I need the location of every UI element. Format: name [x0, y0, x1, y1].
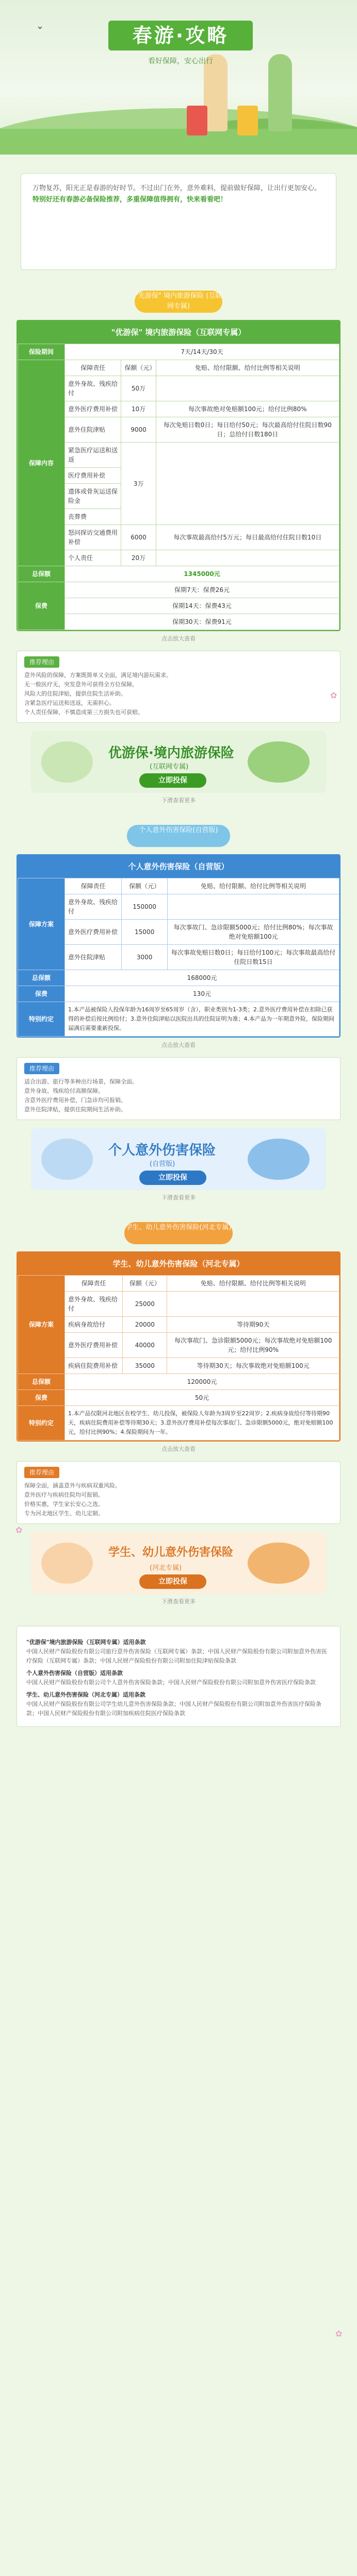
table-row: [18, 376, 339, 401]
table-header-row: [18, 360, 339, 376]
list-item: 意外住院津贴，提供住院期间生活补助。: [24, 1106, 126, 1113]
amount-cell: 40000: [123, 1333, 167, 1358]
liability-cell: 意外身故、残疾给付: [65, 376, 121, 401]
table-row: [18, 1002, 339, 1037]
banner-subtitle: (互联网专属): [150, 763, 189, 771]
table-header-row: [18, 1276, 339, 1292]
product-table-card[interactable]: [17, 1251, 340, 1442]
column-header: 保额（元）: [122, 878, 168, 894]
banner-illustration: [41, 741, 93, 783]
plan-label: 保障方案: [18, 1276, 65, 1374]
list-item: 意外风险的保障，方案既简单又全面，满足境内游玩需求。: [24, 672, 172, 679]
intro-box: [21, 173, 336, 270]
table-row: [18, 550, 339, 566]
table-row: [18, 1333, 339, 1358]
list-item: 意外医疗与疾病住院均可报销。: [24, 1492, 104, 1498]
amount-cell: 10万: [121, 401, 156, 417]
list-item: 无一般医疗无，突发意外可获得全方位保障。: [24, 681, 138, 688]
banner-subtitle: (河北专属): [150, 1564, 182, 1572]
coverage-table: [18, 1275, 339, 1440]
liability-cell: 意外住院津贴: [65, 945, 122, 970]
flower-icon: ✿: [335, 2329, 343, 2338]
hero-subtitle: 看好保障，安心出行: [148, 57, 213, 65]
recommend-box: [17, 1057, 340, 1120]
special-label: 特别约定: [18, 1406, 65, 1440]
table-row: [18, 894, 339, 920]
premium-value: 50元: [65, 1390, 339, 1406]
flower-icon: ✿: [15, 1525, 23, 1535]
banner-illustration: [248, 1543, 310, 1584]
amount-cell: 35000: [123, 1358, 167, 1374]
scroll-hint: 下滑查看更多: [161, 797, 196, 804]
banner-illustration: [248, 741, 310, 783]
traveler-illustration: [268, 54, 292, 131]
desc-cell: [168, 894, 339, 920]
liability-cell: 意外身故、残疾给付: [65, 1292, 123, 1317]
liability-cell: 疾病身故给付: [65, 1317, 123, 1333]
hero-banner: [0, 0, 357, 155]
premium-label: 保费: [18, 582, 65, 630]
total-value: 1345000元: [65, 566, 339, 582]
amount-cell: 15000: [122, 920, 168, 945]
table-row: [18, 417, 339, 443]
period-value: 7天/14天/30天: [65, 344, 339, 360]
table-row: [18, 344, 339, 360]
desc-cell: 等待期30天；每次事故绝对免赔额100元: [167, 1358, 339, 1374]
recommend-box: [17, 1461, 340, 1524]
desc-cell: 等待期90天: [167, 1317, 339, 1333]
hero-grass: [0, 129, 357, 155]
buy-now-button[interactable]: 立即投保: [139, 1171, 206, 1185]
column-header: 保障责任: [65, 878, 122, 894]
desc-cell: 每次免赔日数0日；每日给付50元；每次最高给付住院日数90日；总给付日数180日: [156, 417, 339, 443]
desc-cell: 每次事故门、急诊限额5000元；每次事故绝对免赔额100元；给付比例90%: [167, 1333, 339, 1358]
recommend-title: 推荐理由: [24, 656, 59, 668]
buy-now-button[interactable]: 立即投保: [139, 1574, 206, 1589]
product-banner[interactable]: [31, 1128, 326, 1190]
plan-label: 保障方案: [18, 878, 65, 970]
buy-now-button[interactable]: 立即投保: [139, 773, 206, 788]
intro-text: 万物复苏，阳光正是春游的好时节。不过出门在外，意外难料，提前做好保障，让出行更加安心。: [33, 184, 321, 192]
table-row: [18, 443, 339, 468]
total-value: 168000元: [65, 970, 339, 986]
liability-cell: 意外医疗费用补偿: [65, 920, 122, 945]
liability-cell: 个人责任: [65, 550, 121, 566]
suitcase-illustration: [187, 106, 207, 135]
list-item: 适合出游、旅行等多种出行场景，保障全面。: [24, 1078, 138, 1085]
desc-cell: [156, 376, 339, 401]
special-text: 1.本产品被保险人投保年龄为16周岁至65周岁（含），职业类别为1-3类；2.意外医疗费用补偿在扣除已获得的补偿后按比例给付；3.意外住院津贴以医院出具的住院证明为准；4.本产品为一年期意外险，保险期间届满后需要重新投保。: [65, 1002, 339, 1037]
liability-cell: 疾病住院费用补偿: [65, 1358, 123, 1374]
terms-body: 中国人民财产保险股份有限公司个人意外伤害保险条款；中国人民财产保险股份有限公司附加意外伤害医疗保险条款: [26, 1679, 316, 1686]
list-item: 含紧急医疗运送和送返，无需担心。: [24, 700, 115, 706]
list-item: 意外身故、残疾给付高额保障。: [24, 1088, 104, 1094]
product-table-title: 个人意外伤害保险（自营版）: [18, 855, 339, 878]
desc-cell: [167, 1292, 339, 1317]
terms-footer: [17, 1626, 340, 1727]
column-header: 保障责任: [65, 360, 121, 376]
premium-value: 保期30天：保费91元: [65, 614, 339, 630]
banner-title: 学生、幼儿意外伤害保险: [108, 1546, 234, 1559]
total-label: 总保额: [18, 1374, 65, 1390]
table-row: [18, 1292, 339, 1317]
total-label: 总保额: [18, 566, 65, 582]
premium-value: 保期14天：保费43元: [65, 598, 339, 614]
table-row: [18, 401, 339, 417]
section-ribbon: 个人意外伤害保险(自营版): [127, 825, 230, 847]
column-header: 免赔、给付限额、给付比例等相关说明: [168, 878, 339, 894]
amount-cell: 20万: [121, 550, 156, 566]
plan-label: 保障内容: [18, 360, 65, 566]
recommend-title: 推荐理由: [24, 1063, 59, 1074]
liability-cell: 意外身故、残疾给付: [65, 894, 122, 920]
desc-cell: [156, 443, 339, 525]
list-item: 保障全面，涵盖意外与疾病双重风险。: [24, 1482, 121, 1489]
table-row: [18, 970, 339, 986]
table-header-row: [18, 878, 339, 894]
column-header: 保额（元）: [121, 360, 156, 376]
table-row: [18, 1317, 339, 1333]
table-row: [18, 920, 339, 945]
premium-label: 保费: [18, 986, 65, 1002]
desc-cell: 每次事故免赔日数0日；每日给付100元；每次事故最高给付住院日数15日: [168, 945, 339, 970]
liability-cell: 意外住院津贴: [65, 417, 121, 443]
liability-cell: 意外医疗费用补偿: [65, 1333, 123, 1358]
recommend-title: 推荐理由: [24, 1467, 59, 1478]
column-header: 保障责任: [65, 1276, 123, 1292]
terms-heading: 学生、幼儿意外伤害保险（河北专属）适用条款: [26, 1691, 145, 1698]
flower-icon: ✿: [330, 690, 337, 700]
banner-title: 个人意外伤害保险: [108, 1143, 216, 1158]
scroll-hint: 下滑查看更多: [161, 1598, 196, 1605]
premium-label: 保费: [18, 1390, 65, 1406]
scroll-hint: 下滑查看更多: [161, 1194, 196, 1201]
desc-cell: 每次事故最高给付5万元；每日最高给付住院日数10日: [156, 525, 339, 550]
table-row: [18, 525, 339, 550]
desc-cell: 每次事故门、急诊限额5000元；给付比例80%；每次事故绝对免赔额100元: [168, 920, 339, 945]
period-label: 保险期间: [18, 344, 65, 360]
table-row: [18, 566, 339, 582]
liability-cell: 医疗费用补偿: [65, 468, 121, 484]
desc-cell: 每次事故绝对免赔额100元；给付比例80%: [156, 401, 339, 417]
special-text: 1.本产品仅限河北地区在校学生、幼儿投保，被保险人年龄为3周岁至22周岁；2.疾病身故给付等待期90天，疾病住院费用补偿等待期30天；3.意外医疗费用补偿每次事故门、急诊限额5000元，绝对免赔额100元，给付比例90%；4.保险期间为一年。: [65, 1406, 339, 1440]
liability-cell: 怒问探访交通费用补偿: [65, 525, 121, 550]
amount-cell: 9000: [121, 417, 156, 443]
liability-cell: 紧急医疗运送和送返: [65, 443, 121, 468]
premium-value: 保期7天：保费26元: [65, 582, 339, 598]
desc-cell: [156, 550, 339, 566]
amount-cell: 150000: [122, 894, 168, 920]
table-row: [18, 614, 339, 630]
terms-heading: 个人意外伤害保险（自营版）适用条款: [26, 1670, 123, 1676]
amount-cell: 20000: [123, 1317, 167, 1333]
liability-cell: 丧葬费: [65, 509, 121, 525]
special-label: 特别约定: [18, 1002, 65, 1037]
list-item: 个人责任保障，不慎造成第三方损失也可获赔。: [24, 709, 143, 716]
table-row: [18, 1374, 339, 1390]
product-table-card[interactable]: [17, 320, 340, 631]
zoom-hint: 点击放大查看: [161, 1446, 196, 1452]
amount-cell: 25000: [123, 1292, 167, 1317]
banner-illustration: [248, 1139, 310, 1180]
table-row: [18, 1406, 339, 1440]
table-row: [18, 945, 339, 970]
coverage-table: [18, 344, 339, 630]
liability-cell: 遗体或骨灰运送保险金: [65, 484, 121, 509]
amount-cell: 50万: [121, 376, 156, 401]
table-row: [18, 598, 339, 614]
list-item: 风险大的住院津贴，提供住院生活补助。: [24, 690, 126, 697]
intro-emphasis: 特别好还有春游必备保险推荐，多重保障值得拥有，快来看看吧！: [33, 196, 228, 204]
table-row: [18, 582, 339, 598]
table-row: [18, 1390, 339, 1406]
amount-cell: 3万: [121, 443, 156, 525]
list-item: 价格实惠，学生家长安心之选。: [24, 1501, 104, 1507]
suitcase-illustration: [237, 106, 258, 135]
premium-value: 130元: [65, 986, 339, 1002]
hero-title: 春游·攻略: [108, 21, 253, 50]
zoom-hint: 点击放大查看: [161, 635, 196, 642]
product-table-title: "优游保" 境内旅游保险（互联网专属）: [18, 321, 339, 344]
table-row: [18, 1358, 339, 1374]
product-table-title: 学生、幼儿意外伤害保险（河北专属）: [18, 1252, 339, 1275]
list-item: 含意外医疗费用补偿，门急诊均可报销。: [24, 1097, 126, 1104]
column-header: 免赔、给付限额、给付比例等相关说明: [156, 360, 339, 376]
product-banner[interactable]: [31, 731, 326, 793]
banner-subtitle: (自营版): [150, 1160, 175, 1168]
liability-cell: 意外医疗费用补偿: [65, 401, 121, 417]
section-ribbon: 学生、幼儿意外伤害保险(河北专属): [124, 1222, 233, 1244]
banner-title: 优游保·境内旅游保险: [108, 745, 234, 761]
table-row: [18, 986, 339, 1002]
total-value: 120000元: [65, 1374, 339, 1390]
bird-icon: ⌄: [36, 21, 44, 31]
product-table-card[interactable]: [17, 854, 340, 1038]
column-header: 免赔、给付限额、给付比例等相关说明: [167, 1276, 339, 1292]
recommend-box: [17, 651, 340, 723]
product-banner[interactable]: [31, 1532, 326, 1594]
total-label: 总保额: [18, 970, 65, 986]
terms-heading: "优游保"境内旅游保险（互联网专属）适用条款: [26, 1639, 146, 1646]
section-ribbon: "先游保" 境内旅游保险 (互联网专属): [135, 291, 222, 313]
column-header: 保额（元）: [123, 1276, 167, 1292]
coverage-table: [18, 878, 339, 1037]
amount-cell: 6000: [121, 525, 156, 550]
terms-body: 中国人民财产保险股份有限公司旅行意外伤害保险（互联网专属）条款；中国人民财产保险股份有限公司附加意外伤害医疗保险（互联网专属）条款；中国人民财产保险股份有限公司附加住院津贴保险条款: [26, 1648, 327, 1664]
banner-illustration: [41, 1139, 93, 1180]
zoom-hint: 点击放大查看: [161, 1042, 196, 1048]
amount-cell: 3000: [122, 945, 168, 970]
banner-illustration: [41, 1543, 93, 1584]
list-item: 专为河北地区学生、幼儿定制。: [24, 1510, 104, 1517]
terms-body: 中国人民财产保险股份有限公司学生幼儿意外伤害保险条款；中国人民财产保险股份有限公司附加意外伤害医疗保险条款；中国人民财产保险股份有限公司附加疾病住院医疗保险条款: [26, 1701, 321, 1717]
